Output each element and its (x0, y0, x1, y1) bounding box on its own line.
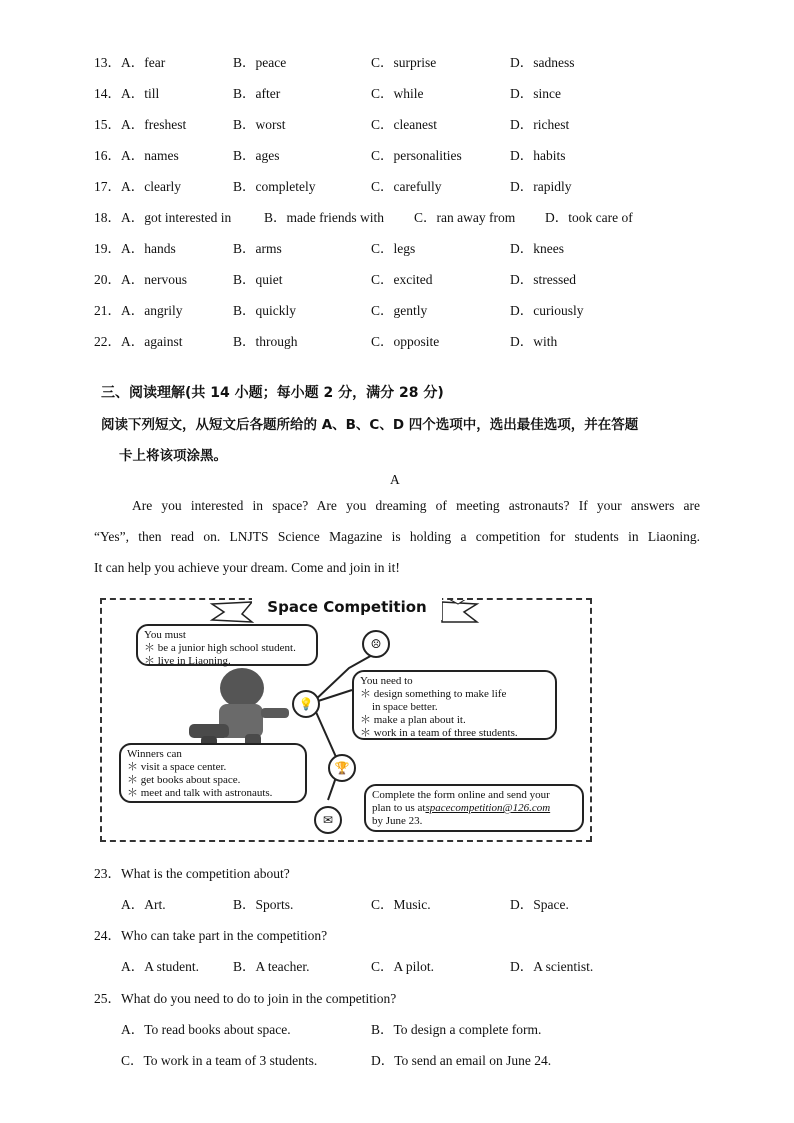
question-25-option-a: A．To read books about space. (121, 1022, 291, 1037)
cloze-option-b: B．ages (233, 148, 280, 163)
cloze-number: 18． (94, 210, 121, 225)
cloze-option-c: C．surprise (371, 55, 437, 70)
section-instruction-line1: 阅读下列短文，从短文后各题所给的 A、B、C、D 四个选项中，选出最佳选项，并在答题 (101, 417, 639, 433)
question-23-option-d: D．Space. (510, 897, 569, 912)
must-title: You must (144, 629, 186, 641)
competition-email: spacecompetition@126.com (425, 802, 551, 814)
question-25-option-b: B．To design a complete form. (371, 1022, 542, 1037)
cloze-number: 21． (94, 303, 121, 318)
cloze-number: 19． (94, 241, 121, 256)
question-23-stem: 23．What is the competition about? (94, 866, 290, 881)
question-23-option-c: C．Music. (371, 897, 431, 912)
cloze-option-c: C．while (371, 86, 424, 101)
passage-line-3: It can help you achieve your dream. Come and join in it! (94, 560, 400, 575)
cloze-option-d: D．sadness (510, 55, 575, 70)
passage-line-1: Are you interested in space? Are you dreaming of meeting astronauts? If your answers are (132, 498, 700, 513)
winners-item: ＊ get books about space. (127, 774, 241, 786)
cloze-option-d: D．with (510, 334, 558, 349)
cloze-option-d: D．knees (510, 241, 564, 256)
cloze-number: 13． (94, 55, 121, 70)
cloze-number: 14． (94, 86, 121, 101)
question-25-stem: 25．What do you need to do to join in the competition? (94, 991, 397, 1006)
must-bubble (136, 624, 318, 666)
cloze-option-a: A．clearly (121, 179, 181, 194)
form-line1: Complete the form online and send your (372, 789, 550, 801)
cloze-option-b: B．peace (233, 55, 287, 70)
cloze-option-d: D．rapidly (510, 179, 572, 194)
cloze-option-c: C．carefully (371, 179, 442, 194)
cloze-option-a: A．hands (121, 241, 176, 256)
cloze-number: 17． (94, 179, 121, 194)
winners-item: ＊ meet and talk with astronauts. (127, 787, 273, 799)
cloze-option-b: B．worst (233, 117, 286, 132)
cloze-option-b: B．quickly (233, 303, 296, 318)
form-bubble (364, 784, 584, 832)
cloze-option-a: A．names (121, 148, 179, 163)
cloze-option-c: C．personalities (371, 148, 462, 163)
cloze-option-b: B．arms (233, 241, 282, 256)
question-25-option-c: C．To work in a team of 3 students. (121, 1053, 318, 1068)
question-24-option-c: C．A pilot. (371, 959, 435, 974)
cloze-option-a: A．got interested in (121, 210, 232, 225)
trophy-icon: 🏆 (328, 754, 356, 782)
cloze-option-a: A．against (121, 334, 183, 349)
cloze-option-c: C．excited (371, 272, 433, 287)
cloze-option-b: B．through (233, 334, 298, 349)
question-23-option-b: B．Sports. (233, 897, 294, 912)
cloze-option-d: D．since (510, 86, 561, 101)
must-item: ＊ be a junior high school student. (144, 642, 296, 654)
form-line2-prefix: plan to us at (372, 802, 426, 814)
passage-line-2: “Yes”, then read on. LNJTS Science Magazine is holding a competition for students in Liaoning. (94, 529, 700, 544)
passage-letter: A (390, 472, 400, 487)
question-24-option-d: D．A scientist. (510, 959, 594, 974)
lightbulb-icon: 💡 (292, 690, 320, 718)
cloze-option-b: B．quiet (233, 272, 283, 287)
cloze-option-c: C．cleanest (371, 117, 437, 132)
need-item: in space better. (372, 701, 438, 713)
cloze-option-a: A．fear (121, 55, 166, 70)
need-title: You need to (360, 675, 413, 687)
need-item: ＊ make a plan about it. (360, 714, 466, 726)
question-24-option-b: B．A teacher. (233, 959, 310, 974)
question-24-stem: 24．Who can take part in the competition? (94, 928, 328, 943)
winners-item: ＊ visit a space center. (127, 761, 227, 773)
cloze-option-c: C．gently (371, 303, 428, 318)
must-item: ＊ live in Liaoning. (144, 655, 231, 667)
cloze-option-d: D．took care of (545, 210, 633, 225)
cloze-option-d: D．stressed (510, 272, 576, 287)
question-23-option-a: A．Art. (121, 897, 166, 912)
question-24-option-a: A．A student. (121, 959, 200, 974)
section-instruction-line2: 卡上将该项涂黑。 (119, 448, 227, 464)
cloze-number: 16． (94, 148, 121, 163)
cloze-option-d: D．curiously (510, 303, 584, 318)
form-line3: by June 23. (372, 815, 423, 827)
cloze-option-b: B．after (233, 86, 281, 101)
cloze-option-a: A．freshest (121, 117, 187, 132)
winners-title: Winners can (127, 748, 182, 760)
need-bubble (352, 670, 557, 740)
cloze-option-c: C．legs (371, 241, 416, 256)
poster-title: Space Competition (252, 594, 442, 620)
cloze-number: 20． (94, 272, 121, 287)
cloze-option-c: C．opposite (371, 334, 440, 349)
cloze-option-d: D．habits (510, 148, 566, 163)
cloze-number: 22． (94, 334, 121, 349)
cloze-option-d: D．richest (510, 117, 570, 132)
need-item: ＊ work in a team of three students. (360, 727, 518, 739)
space-competition-poster (100, 598, 592, 842)
cloze-option-a: A．till (121, 86, 160, 101)
cloze-option-b: B．made friends with (264, 210, 384, 225)
cloze-option-a: A．nervous (121, 272, 187, 287)
cloze-option-c: C．ran away from (414, 210, 516, 225)
cloze-number: 15． (94, 117, 121, 132)
cloze-option-a: A．angrily (121, 303, 183, 318)
envelope-icon: ✉ (314, 806, 342, 834)
winners-bubble (119, 743, 307, 803)
section-heading: 三、阅读理解(共 14 小题；每小题 2 分，满分 28 分) (101, 385, 444, 401)
cloze-option-b: B．completely (233, 179, 316, 194)
thinking-face-icon: ☹ (362, 630, 390, 658)
question-25-option-d: D．To send an email on June 24. (371, 1053, 552, 1068)
need-item: ＊ design something to make life (360, 688, 507, 700)
